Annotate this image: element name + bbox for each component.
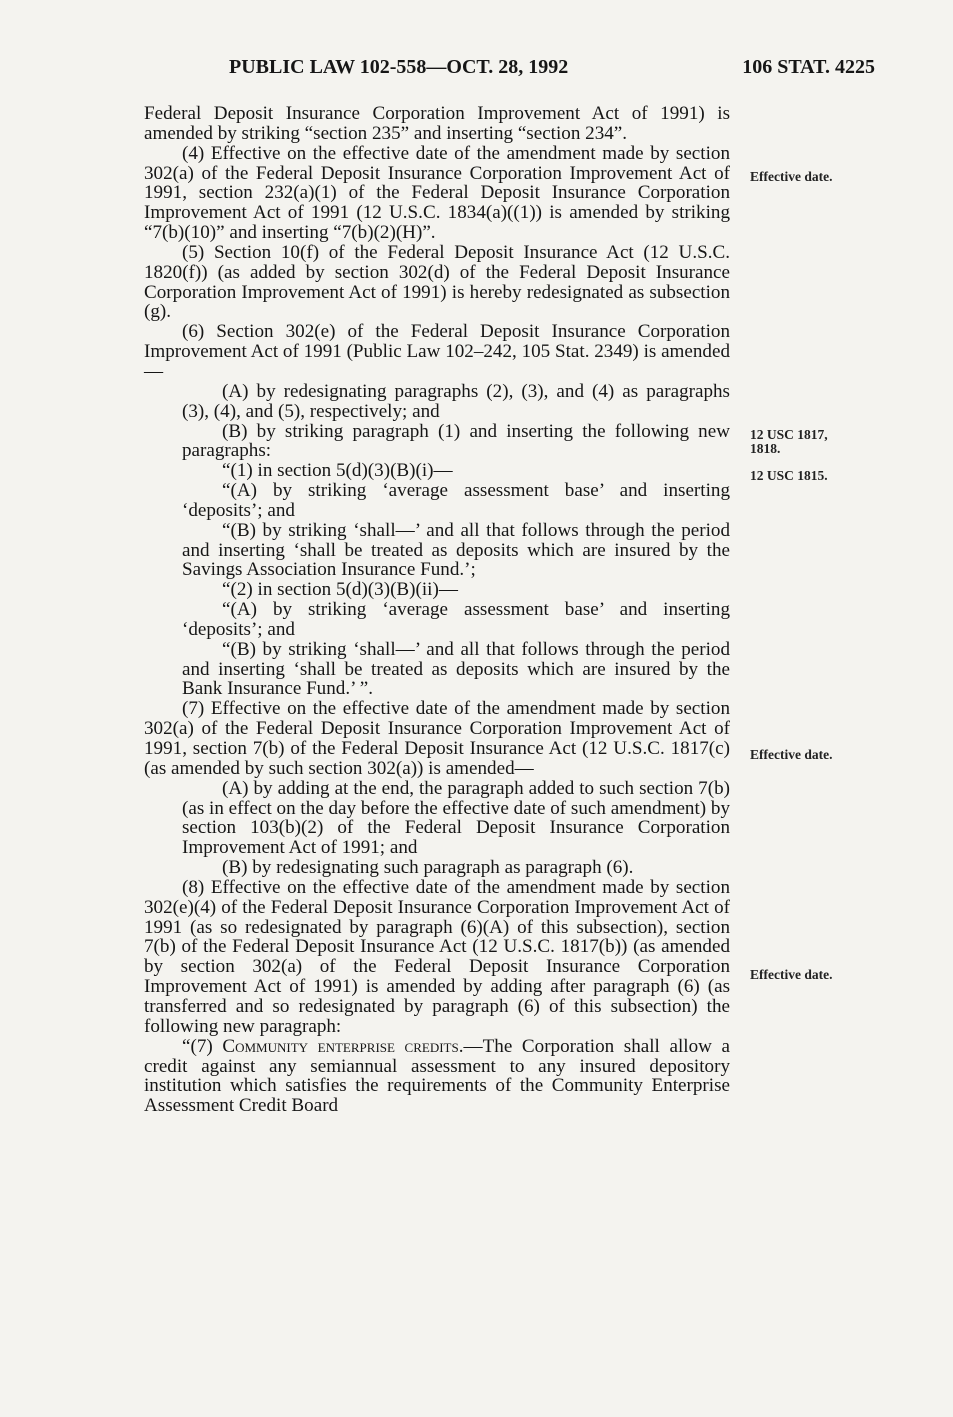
paragraph: (7) Effective on the effective date of the amendment made by section 302(a) of the Federal Deposit Insurance Corporation Improvement Act of 1991, section 7(b) of the Federal Deposit Insurance Act (12 U.S.C. 1817(c) (as amended by such section 302(a)) is amended— <box>144 698 730 779</box>
margin-note-usc: 12 USC 1817, 1818. <box>750 427 828 456</box>
paragraph: (A) by adding at the end, the paragraph added to such section 7(b) (as in effect on the day before the effective date of such amendment) by section 103(b)(2) of the Federal Deposit Insurance Corporation Improvement Act of 1991; and <box>182 777 731 859</box>
paragraph: (B) by redesignating such paragraph as paragraph (6). <box>222 857 634 879</box>
paragraph: “(B) by striking ‘shall—’ and all that follows through the period and inserting ‘shall be treated as deposits which are insured by the Bank Insurance Fund.’ ”. <box>182 638 730 700</box>
paragraph: “(1) in section 5(d)(3)(B)(i)— <box>222 460 453 482</box>
paragraph-heading: Community enterprise credits. <box>222 1035 464 1057</box>
paragraph: Federal Deposit Insurance Corporation Improvement Act of 1991) is amended by striking “section 235” and inserting “section 234”. <box>144 103 730 144</box>
page-header <box>229 56 875 86</box>
margin-note-effective-date: Effective date. <box>750 967 833 982</box>
paragraph: (A) by redesignating paragraphs (2), (3), and (4) as paragraphs (3), (4), and (5), respectively; and <box>182 380 730 422</box>
paragraph: “(A) by striking ‘average assessment base’ and inserting ‘deposits’; and <box>182 480 730 521</box>
paragraph: “(B) by striking ‘shall—’ and all that follows through the period and inserting ‘shall be treated as deposits which are insured by the Savings Association Insurance Fund.’; <box>182 519 730 581</box>
header-title: PUBLIC LAW 102-558—OCT. 28, 1992 <box>229 56 569 78</box>
header-page-number: 106 STAT. 4225 <box>742 56 875 78</box>
margin-note-effective-date: Effective date. <box>750 747 833 762</box>
paragraph <box>144 1037 730 1116</box>
paragraph-lead: “(7) <box>182 1035 223 1057</box>
margin-note-effective-date: Effective date. <box>750 169 833 184</box>
paragraph-text: —The Corporation shall allow a credit against any semiannual assessment to any insured depository institution which satisfies the requirements of the Community Enterprise Assessment Credit Board <box>144 1035 730 1117</box>
paragraph: (B) by striking paragraph (1) and inserting the following new paragraphs: <box>182 420 730 462</box>
paragraph: “(2) in section 5(d)(3)(B)(ii)— <box>222 579 458 601</box>
paragraph: (5) Section 10(f) of the Federal Deposit Insurance Act (12 U.S.C. 1820(f)) (as added by section 302(d) of the Federal Deposit Insurance Corporation Improvement Act of 1991) is hereby redesignated as subsection (g). <box>144 241 730 323</box>
statute-text <box>144 104 730 1116</box>
paragraph: (8) Effective on the effective date of the amendment made by section 302(e)(4) of the Federal Deposit Insurance Corporation Improvement Act of 1991 (as so redesignated by paragraph (6)(A) of this subsection), section 7(b) of the Federal Deposit Insurance Act (12 U.S.C. 1817(b)) (as amended by section 302(a) of the Federal Deposit Insurance Corporation Improvement Act of 1991) is amended by adding after paragraph (6) (as transferred and so redesignated by paragraph (6) of this subsection) the following new paragraph: <box>144 876 730 1037</box>
paragraph: (6) Section 302(e) of the Federal Deposit Insurance Corporation Improvement Act of 1991 (Public Law 102–242, 105 Stat. 2349) is amended— <box>144 321 730 382</box>
paragraph: (4) Effective on the effective date of the amendment made by section 302(a) of the Federal Deposit Insurance Corporation Improvement Act of 1991, section 232(a)(1) of the Federal Deposit Insurance Corporation Improvement Act of 1991 (12 U.S.C. 1834(a)((1)) is amended by striking “7(b)(10)” and inserting “7(b)(2)(H)”. <box>144 142 730 244</box>
margin-note-usc: 12 USC 1815. <box>750 468 828 483</box>
paragraph: “(A) by striking ‘average assessment base’ and inserting ‘deposits’; and <box>182 599 730 640</box>
